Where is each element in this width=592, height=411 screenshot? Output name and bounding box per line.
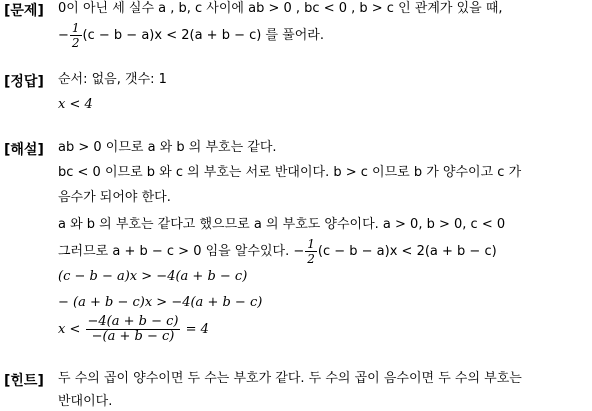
explanation-line4: a 와 b 의 부호는 같다고 했으므로 a 의 부호도 양수이다. a > 0, b > 0, c < 0	[58, 217, 506, 232]
explanation-line8: x < $\frac{-4(a + b - c)}{-(a + b - c)}$ = 4	[58, 314, 209, 344]
explanation-line5: 그러므로 a + b − c > 0 임을 알수있다. − $\frac{1}{2}$ (c − b − a)x < 2(a + b − c)	[58, 237, 497, 266]
explanation-line6: (c − b − a)x > −4(a + b − c)	[58, 269, 248, 284]
explanation-line1: ab > 0 이므로 a 와 b 의 부호는 같다.	[58, 140, 277, 155]
problem-text-line2: − $\frac{1}{2}$ (c − b − a)x < 2(a + b − c) 를 풀어라.	[58, 21, 324, 50]
explanation-fraction-result: $\frac{-4(a + b - c)}{-(a + b - c)}$	[87, 314, 179, 344]
answer-text-line1: 순서: 없음, 갯수: 1	[58, 72, 167, 87]
problem-fraction: $\frac{1}{2}$	[71, 21, 80, 50]
answer-text-line2: x < 4	[58, 97, 93, 112]
problem-text-line1: 0이 아닌 세 실수 a , b, c 사이에 ab > 0 , bc < 0 , b > c 인 관계가 있을 때,	[58, 1, 503, 16]
hint-label: [힌트]	[4, 373, 44, 389]
hint-line2: 반대이다.	[58, 394, 113, 409]
explanation-line3: 음수가 되어야 한다.	[58, 190, 171, 205]
explanation-fraction-half: $\frac{1}{2}$	[307, 237, 315, 266]
problem-label: [문제]	[4, 3, 44, 19]
hint-line1: 두 수의 곱이 양수이면 두 수는 부호가 같다. 두 수의 곱이 음수이면 두 수의 부호는	[58, 371, 522, 386]
explanation-line2: bc < 0 이므로 b 와 c 의 부호는 서로 반대이다. b > c 이므로 b 가 양수이고 c 가	[58, 165, 522, 180]
answer-label: [정답]	[4, 74, 44, 90]
explanation-line7: − (a + b − c)x > −4(a + b − c)	[58, 295, 263, 310]
explanation-label: [해설]	[4, 142, 44, 158]
